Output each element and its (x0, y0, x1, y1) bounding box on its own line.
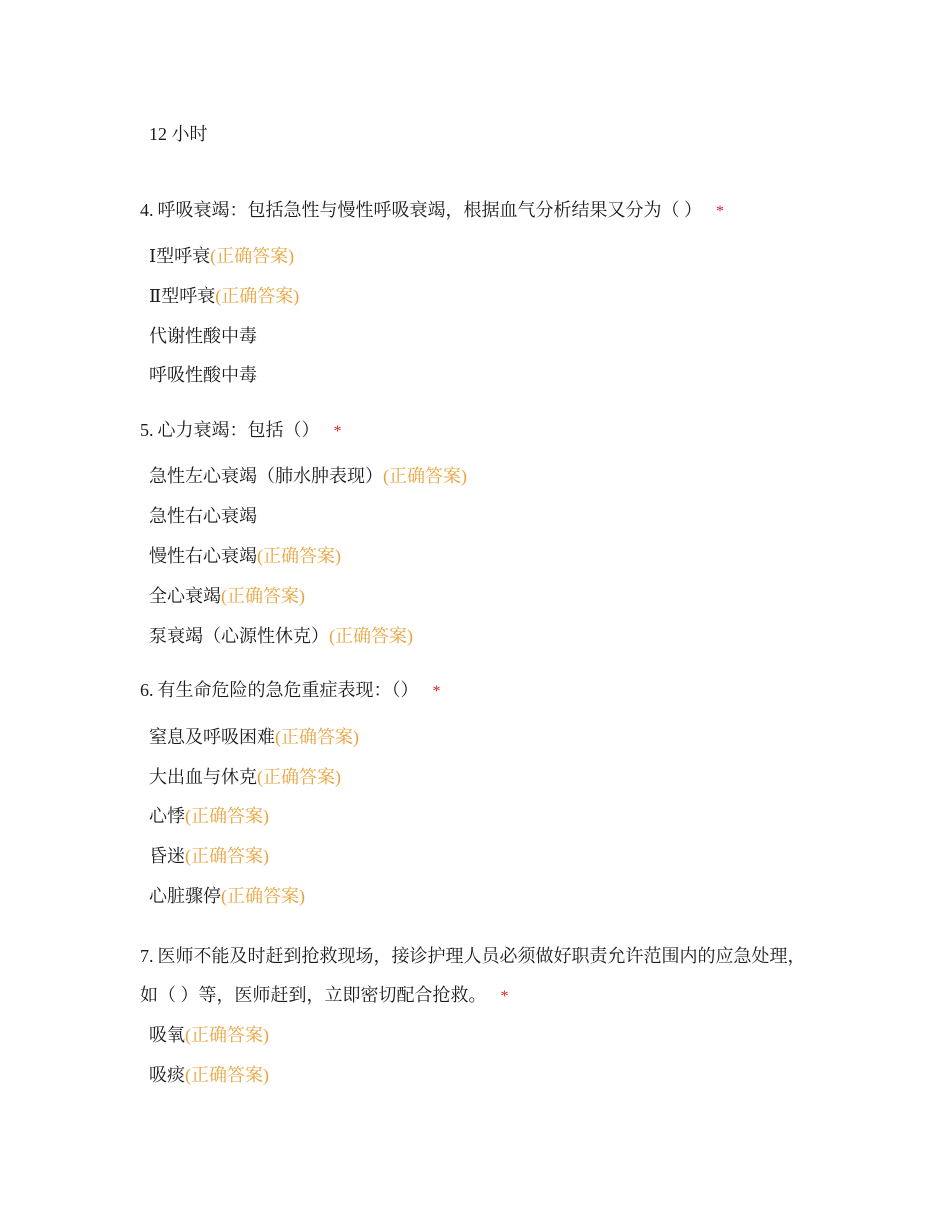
question-text: 呼吸衰竭：包括急性与慢性呼吸衰竭，根据血气分析结果又分为（ ） (157, 200, 702, 220)
option-label: 心脏骤停 (149, 886, 221, 906)
correct-answer-tag: (正确答案) (215, 286, 300, 306)
correct-answer-tag: (正确答案) (185, 846, 269, 866)
option-item[interactable] (149, 363, 257, 387)
correct-answer-tag: (正确答案) (185, 1065, 269, 1085)
question-text: 心力衰竭：包括（） (157, 420, 320, 440)
option-label: 心悸 (149, 806, 185, 826)
question-6-title (140, 678, 441, 704)
correct-answer-tag: (正确答案) (185, 1025, 269, 1045)
option-item[interactable] (149, 464, 467, 488)
question-4-title (140, 198, 724, 224)
required-mark: * (432, 683, 441, 700)
option-label: Ⅱ型呼衰 (149, 286, 216, 306)
option-item[interactable] (149, 244, 294, 268)
question-5-title (140, 418, 342, 444)
correct-answer-tag: (正确答案) (257, 767, 341, 787)
question-number: 6. (140, 680, 154, 700)
correct-answer-tag: (正确答案) (210, 246, 295, 266)
option-label: 泵衰竭（心源性休克） (149, 626, 329, 646)
required-mark: * (500, 988, 509, 1005)
correct-answer-tag: (正确答案) (383, 466, 467, 486)
option-label: Ⅰ型呼衰 (149, 246, 211, 266)
option-item[interactable] (149, 122, 208, 146)
option-label: 代谢性酸中毒 (149, 326, 257, 346)
option-item[interactable] (149, 544, 341, 568)
option-item[interactable] (149, 1023, 269, 1047)
correct-answer-tag: (正确答案) (257, 546, 341, 566)
option-item[interactable] (149, 624, 413, 648)
question-number: 7. (140, 946, 154, 966)
question-text: 有生命危险的急危重症表现：（） (157, 680, 419, 700)
option-item[interactable] (149, 725, 359, 749)
option-item[interactable] (149, 284, 299, 308)
option-item[interactable] (149, 584, 305, 608)
correct-answer-tag: (正确答案) (275, 727, 359, 747)
required-mark: * (716, 203, 724, 220)
correct-answer-tag: (正确答案) (185, 806, 269, 826)
option-label: 急性左心衰竭（肺水肿表现） (149, 466, 383, 486)
option-label: 急性右心衰竭 (149, 506, 257, 526)
question-number: 4. (140, 200, 154, 220)
option-label: 吸氧 (149, 1025, 185, 1045)
question-number: 5. (140, 420, 154, 440)
option-item[interactable] (149, 765, 341, 789)
option-item[interactable] (149, 844, 269, 868)
question-7-title (140, 937, 810, 1016)
option-label: 窒息及呼吸困难 (149, 727, 275, 747)
option-label: 全心衰竭 (149, 586, 221, 606)
option-label: 慢性右心衰竭 (149, 546, 257, 566)
correct-answer-tag: (正确答案) (221, 586, 305, 606)
option-label: 大出血与休克 (149, 767, 257, 787)
option-item[interactable] (149, 324, 257, 348)
option-item[interactable] (149, 1063, 269, 1087)
option-item[interactable] (149, 884, 305, 908)
option-label: 呼吸性酸中毒 (149, 365, 257, 385)
correct-answer-tag: (正确答案) (329, 626, 413, 646)
option-label: 昏迷 (149, 846, 185, 866)
required-mark: * (333, 423, 342, 440)
option-item[interactable] (149, 804, 269, 828)
option-label: 12 小时 (149, 124, 208, 144)
question-text: 医师不能及时赶到抢救现场，接诊护理人员必须做好职责允许范围内的应急处理，如（ ）等，医师赶到，立即密切配合抢救。 (140, 946, 806, 1005)
option-label: 吸痰 (149, 1065, 185, 1085)
correct-answer-tag: (正确答案) (221, 886, 305, 906)
option-item[interactable] (149, 504, 257, 528)
